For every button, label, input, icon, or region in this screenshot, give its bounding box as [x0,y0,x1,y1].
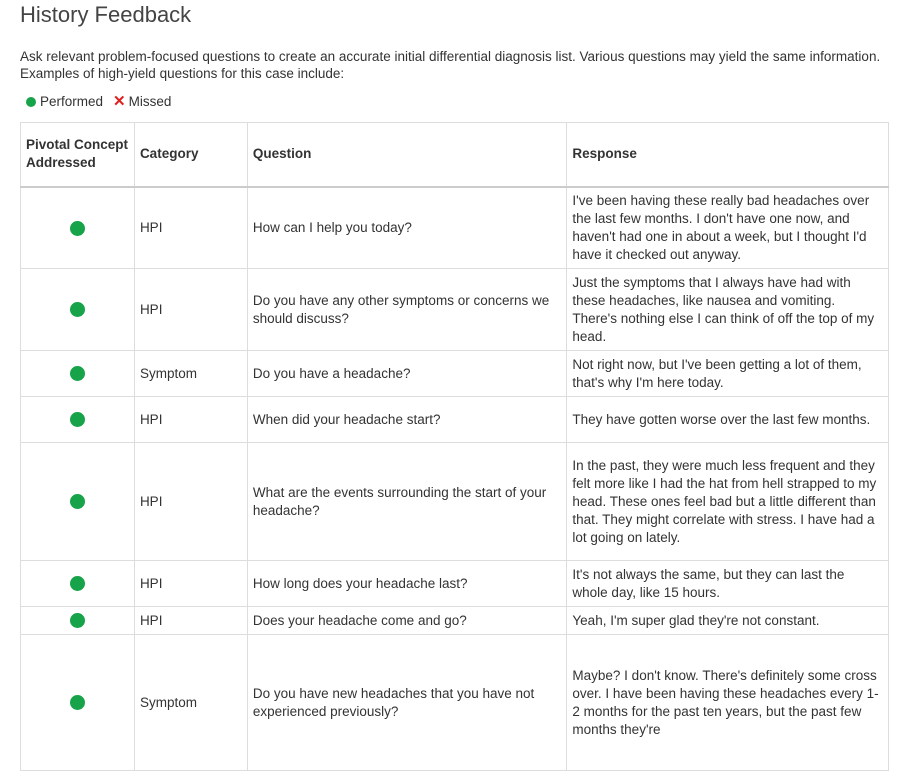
table-row [21,635,889,771]
header-pivotal-concept: Pivotal Concept Addressed [21,123,135,187]
response-cell: Not right now, but I've been getting a lot of them, that's why I'm here today. [567,351,889,397]
legend [26,94,171,110]
response-cell: Maybe? I don't know. There's definitely some cross over. I have been having these headaches every 1-2 months for the past ten years, but the past few months they're [567,635,889,771]
table-row [21,269,889,351]
response-cell: In the past, they were much less frequent and they felt more like I had the hat from hell strapped to my head. These ones feel bad but a little different than that. They might correlate with stress. I have had a lot going on lately. [567,443,889,561]
performed-dot-icon [70,366,85,381]
category-cell: Symptom [134,351,247,397]
header-question: Question [247,123,567,187]
category-cell: HPI [134,607,247,635]
header-response: Response [567,123,889,187]
page-title: History Feedback [20,2,192,27]
table-row [21,397,889,443]
performed-dot-icon [70,613,85,628]
status-cell [21,269,135,351]
feedback-table [20,122,889,771]
header-category: Category [134,123,247,187]
question-cell: Do you have a headache? [247,351,567,397]
table-header-row [21,123,889,187]
status-cell [21,351,135,397]
category-cell: HPI [134,443,247,561]
performed-dot-icon [70,695,85,710]
status-cell [21,187,135,269]
performed-dot-icon [70,494,85,509]
category-cell: Symptom [134,635,247,771]
question-cell: Does your headache come and go? [247,607,567,635]
response-cell: It's not always the same, but they can last the whole day, like 15 hours. [567,561,889,607]
status-cell [21,561,135,607]
question-cell: Do you have new headaches that you have not experienced previously? [247,635,567,771]
performed-dot-icon [70,576,85,591]
performed-dot-icon [70,412,85,427]
table-row [21,607,889,635]
question-cell: How can I help you today? [247,187,567,269]
table-row [21,187,889,269]
status-cell [21,443,135,561]
performed-dot-icon [70,302,85,317]
legend-missed-label: Missed [128,94,172,109]
status-cell [21,397,135,443]
response-cell: Just the symptoms that I always have had with these headaches, like nausea and vomiting. There's nothing else I can think of off the top of my head. [567,269,889,351]
status-cell [21,607,135,635]
category-cell: HPI [134,561,247,607]
missed-x-icon: ✕ [113,93,126,110]
legend-performed-label: Performed [40,94,104,109]
response-cell: I've been having these really bad headaches over the last few months. I don't have one now, and haven't had one in about a week, but I thought I'd have it checked out anyway. [567,187,889,269]
performed-dot-icon [70,221,85,236]
table-row [21,561,889,607]
response-cell: They have gotten worse over the last few months. [567,397,889,443]
question-cell: Do you have any other symptoms or concerns we should discuss? [247,269,567,351]
question-cell: What are the events surrounding the start of your headache? [247,443,567,561]
performed-dot-icon [26,97,36,107]
intro-text: Ask relevant problem-focused questions to create an accurate initial differential diagnosis list. Various questions may yield the same information. Examples of high-yield questions for this case include: [20,49,881,81]
category-cell: HPI [134,187,247,269]
table-row [21,351,889,397]
status-cell [21,635,135,771]
question-cell: When did your headache start? [247,397,567,443]
response-cell: Yeah, I'm super glad they're not constant. [567,607,889,635]
category-cell: HPI [134,397,247,443]
question-cell: How long does your headache last? [247,561,567,607]
category-cell: HPI [134,269,247,351]
table-row [21,443,889,561]
